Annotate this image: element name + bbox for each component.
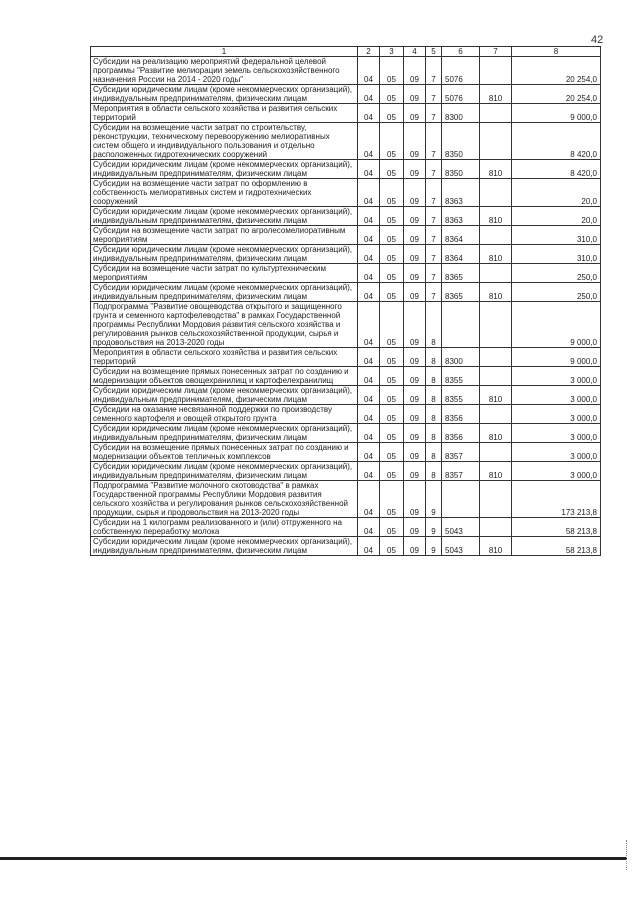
- row-code-program: 09: [404, 207, 426, 226]
- row-code-expense-type: [480, 264, 512, 283]
- row-description: Субсидии на возмещение прямых понесенных затрат по созданию и модернизации объектов овощехранилищ и картофелехранилищ: [91, 367, 358, 386]
- row-code-program: 09: [404, 57, 426, 85]
- row-code-direction: 8356: [442, 424, 480, 443]
- row-code-subprogram: 7: [426, 160, 442, 179]
- row-code-section: 04: [358, 226, 380, 245]
- row-code-section: 04: [358, 348, 380, 367]
- row-code-expense-type: 810: [480, 424, 512, 443]
- row-code-subsection: 05: [380, 537, 404, 556]
- header-cell: 2: [358, 47, 380, 57]
- table-row: [91, 104, 601, 123]
- row-code-expense-type: [480, 226, 512, 245]
- header-cell: 5: [426, 47, 442, 57]
- row-code-expense-type: 810: [480, 283, 512, 302]
- row-code-expense-type: [480, 302, 512, 348]
- row-description: Мероприятия в области сельского хозяйства и развития сельских территорий: [91, 104, 358, 123]
- row-code-subprogram: 7: [426, 57, 442, 85]
- row-code-direction: 5076: [442, 57, 480, 85]
- row-code-program: 09: [404, 367, 426, 386]
- row-description: Субсидии на реализацию мероприятий федеральной целевой программы "Развитие мелиорации земель сельскохозяйственного назначения России на 2014 - 2020 годы": [91, 57, 358, 85]
- table-row: [91, 245, 601, 264]
- row-code-direction: 8350: [442, 160, 480, 179]
- row-code-section: 04: [358, 537, 380, 556]
- row-code-subprogram: 7: [426, 123, 442, 160]
- table-row: [91, 348, 601, 367]
- row-code-direction: 5076: [442, 85, 480, 104]
- table-row: [91, 57, 601, 85]
- row-code-section: 04: [358, 179, 380, 207]
- table-row: [91, 302, 601, 348]
- row-code-expense-type: [480, 367, 512, 386]
- row-description: Субсидии на оказание несвязанной поддержки по производству семенного картофеля и овощей открытого грунта: [91, 405, 358, 424]
- row-amount: 3 000,0: [512, 405, 601, 424]
- header-cell: 7: [480, 47, 512, 57]
- header-cell: 4: [404, 47, 426, 57]
- row-code-program: 09: [404, 264, 426, 283]
- row-code-section: 04: [358, 207, 380, 226]
- row-code-section: 04: [358, 123, 380, 160]
- table-row: [91, 283, 601, 302]
- row-code-program: 09: [404, 123, 426, 160]
- row-code-subprogram: 9: [426, 537, 442, 556]
- row-code-direction: 8363: [442, 207, 480, 226]
- row-code-direction: [442, 302, 480, 348]
- row-code-direction: 5043: [442, 518, 480, 537]
- row-code-expense-type: 810: [480, 537, 512, 556]
- header-cell: 6: [442, 47, 480, 57]
- row-code-section: 04: [358, 443, 380, 462]
- row-code-subsection: 05: [380, 443, 404, 462]
- row-description: Субсидии юридическим лицам (кроме некоммерческих организаций), индивидуальным предпринимателям, физическим лицам: [91, 160, 358, 179]
- row-code-expense-type: [480, 348, 512, 367]
- row-code-direction: 8365: [442, 264, 480, 283]
- row-code-expense-type: [480, 57, 512, 85]
- row-description: Субсидии юридическим лицам (кроме некоммерческих организаций), индивидуальным предпринимателям, физическим лицам: [91, 85, 358, 104]
- row-code-subsection: 05: [380, 481, 404, 518]
- table-row: [91, 518, 601, 537]
- row-code-subsection: 05: [380, 518, 404, 537]
- row-code-subsection: 05: [380, 302, 404, 348]
- row-code-subsection: 05: [380, 245, 404, 264]
- row-code-subprogram: 7: [426, 85, 442, 104]
- row-code-section: 04: [358, 424, 380, 443]
- bottom-rule: [0, 857, 627, 860]
- row-amount: 3 000,0: [512, 367, 601, 386]
- row-code-direction: 8356: [442, 405, 480, 424]
- table-row: [91, 424, 601, 443]
- row-code-program: 09: [404, 518, 426, 537]
- row-code-direction: 8364: [442, 245, 480, 264]
- row-code-program: 09: [404, 386, 426, 405]
- row-code-program: 09: [404, 424, 426, 443]
- row-description: Мероприятия в области сельского хозяйства и развития сельских территорий: [91, 348, 358, 367]
- row-code-expense-type: 810: [480, 245, 512, 264]
- row-amount: 20,0: [512, 179, 601, 207]
- row-amount: 20 254,0: [512, 85, 601, 104]
- row-code-program: 09: [404, 283, 426, 302]
- row-code-program: 09: [404, 226, 426, 245]
- budget-table-wrapper: [90, 46, 601, 556]
- row-code-program: 09: [404, 405, 426, 424]
- row-code-program: 09: [404, 245, 426, 264]
- row-code-subsection: 05: [380, 104, 404, 123]
- row-amount: 310,0: [512, 245, 601, 264]
- row-code-direction: 8357: [442, 443, 480, 462]
- table-row: [91, 85, 601, 104]
- row-amount: 250,0: [512, 283, 601, 302]
- row-description: Субсидии на возмещение части затрат по культуртехническим мероприятиям: [91, 264, 358, 283]
- row-code-subsection: 05: [380, 424, 404, 443]
- row-code-subsection: 05: [380, 179, 404, 207]
- row-code-expense-type: 810: [480, 462, 512, 481]
- row-code-section: 04: [358, 283, 380, 302]
- row-amount: 250,0: [512, 264, 601, 283]
- row-code-subsection: 05: [380, 386, 404, 405]
- table-row: [91, 537, 601, 556]
- row-code-subsection: 05: [380, 207, 404, 226]
- row-code-subprogram: 8: [426, 443, 442, 462]
- table-row: [91, 367, 601, 386]
- row-amount: 3 000,0: [512, 424, 601, 443]
- row-code-expense-type: [480, 481, 512, 518]
- row-code-section: 04: [358, 85, 380, 104]
- row-code-program: 09: [404, 537, 426, 556]
- table-body: [91, 57, 601, 556]
- table-row: [91, 160, 601, 179]
- row-code-program: 09: [404, 160, 426, 179]
- row-code-expense-type: 810: [480, 207, 512, 226]
- row-code-section: 04: [358, 160, 380, 179]
- row-code-subprogram: 9: [426, 481, 442, 518]
- row-code-program: 09: [404, 348, 426, 367]
- row-code-expense-type: 810: [480, 160, 512, 179]
- row-code-subprogram: 7: [426, 226, 442, 245]
- row-code-expense-type: [480, 518, 512, 537]
- row-amount: 3 000,0: [512, 443, 601, 462]
- header-cell: 8: [512, 47, 601, 57]
- row-description: Субсидии юридическим лицам (кроме некоммерческих организаций), индивидуальным предпринимателям, физическим лицам: [91, 386, 358, 405]
- row-description: Субсидии юридическим лицам (кроме некоммерческих организаций), индивидуальным предпринимателям, физическим лицам: [91, 424, 358, 443]
- row-code-program: 09: [404, 481, 426, 518]
- row-amount: 9 000,0: [512, 104, 601, 123]
- row-code-subprogram: 8: [426, 424, 442, 443]
- row-description: Субсидии юридическим лицам (кроме некоммерческих организаций), индивидуальным предпринимателям, физическим лицам: [91, 207, 358, 226]
- row-code-subprogram: 9: [426, 518, 442, 537]
- row-description: Субсидии на возмещение части затрат по строительству, реконструкции, техническому перевооружению мелиоративных систем общего и индивидуального пользования и отдельно расположенных гидротехнических сооружений: [91, 123, 358, 160]
- row-description: Субсидии юридическим лицам (кроме некоммерческих организаций), индивидуальным предпринимателям, физическим лицам: [91, 283, 358, 302]
- row-description: Подпрограмма "Развитие молочного скотоводства" в рамках Государственной программы Республики Мордовия развития сельского хозяйства и регулирования рынков сельскохозяйственной продукции, сырья и продовольствия на 2013-2020 годы: [91, 481, 358, 518]
- row-code-section: 04: [358, 264, 380, 283]
- row-description: Субсидии юридическим лицам (кроме некоммерческих организаций), индивидуальным предпринимателям, физическим лицам: [91, 462, 358, 481]
- row-description: Подпрограмма "Развитие овощеводства открытого и защищенного грунта и семенного картофелеводства" в рамках Государственной программы Республики Мордовия развития сельского хозяйства и регулирования рынков сельскохозяйственной продукции, сырья и продовольствия на 2013-2020 годы: [91, 302, 358, 348]
- row-code-direction: 8365: [442, 283, 480, 302]
- row-code-subprogram: 8: [426, 386, 442, 405]
- row-amount: 8 420,0: [512, 123, 601, 160]
- row-description: Субсидии юридическим лицам (кроме некоммерческих организаций), индивидуальным предпринимателям, физическим лицам: [91, 245, 358, 264]
- row-code-subsection: 05: [380, 348, 404, 367]
- row-description: Субсидии юридическим лицам (кроме некоммерческих организаций), индивидуальным предпринимателям, физическим лицам: [91, 537, 358, 556]
- table-row: [91, 123, 601, 160]
- row-amount: 173 213,8: [512, 481, 601, 518]
- row-code-section: 04: [358, 302, 380, 348]
- row-code-section: 04: [358, 57, 380, 85]
- row-amount: 58 213,8: [512, 537, 601, 556]
- row-code-subprogram: 8: [426, 302, 442, 348]
- header-cell: 1: [91, 47, 358, 57]
- table-row: [91, 481, 601, 518]
- row-code-section: 04: [358, 462, 380, 481]
- row-code-direction: 5043: [442, 537, 480, 556]
- row-amount: 20 254,0: [512, 57, 601, 85]
- row-code-section: 04: [358, 386, 380, 405]
- budget-table: [90, 46, 601, 556]
- row-code-direction: 8350: [442, 123, 480, 160]
- row-code-subsection: 05: [380, 367, 404, 386]
- row-code-subprogram: 7: [426, 283, 442, 302]
- row-code-subsection: 05: [380, 462, 404, 481]
- row-code-expense-type: [480, 104, 512, 123]
- row-code-subprogram: 7: [426, 104, 442, 123]
- table-row: [91, 179, 601, 207]
- edge-mark: [626, 840, 628, 870]
- row-code-section: 04: [358, 481, 380, 518]
- row-amount: 310,0: [512, 226, 601, 245]
- row-description: Субсидии на 1 килограмм реализованного и (или) отгруженного на собственную переработку молока: [91, 518, 358, 537]
- row-code-subsection: 05: [380, 85, 404, 104]
- row-code-expense-type: [480, 405, 512, 424]
- row-code-expense-type: 810: [480, 85, 512, 104]
- row-code-program: 09: [404, 85, 426, 104]
- row-code-direction: 8364: [442, 226, 480, 245]
- table-row: [91, 226, 601, 245]
- row-description: Субсидии на возмещение части затрат по агролесомелиоративным мероприятиям: [91, 226, 358, 245]
- row-code-subsection: 05: [380, 283, 404, 302]
- table-row: [91, 462, 601, 481]
- row-amount: 20,0: [512, 207, 601, 226]
- row-code-subprogram: 8: [426, 462, 442, 481]
- row-code-expense-type: 810: [480, 386, 512, 405]
- row-code-program: 09: [404, 302, 426, 348]
- row-code-subsection: 05: [380, 226, 404, 245]
- row-code-program: 09: [404, 443, 426, 462]
- row-code-subsection: 05: [380, 264, 404, 283]
- row-amount: 58 213,8: [512, 518, 601, 537]
- row-code-expense-type: [480, 443, 512, 462]
- table-row: [91, 207, 601, 226]
- row-code-subprogram: 7: [426, 179, 442, 207]
- row-code-direction: 8300: [442, 348, 480, 367]
- table-row: [91, 405, 601, 424]
- row-code-section: 04: [358, 104, 380, 123]
- header-row: [91, 47, 601, 57]
- row-code-subprogram: 8: [426, 367, 442, 386]
- row-code-direction: 8355: [442, 367, 480, 386]
- row-code-direction: 8300: [442, 104, 480, 123]
- table-row: [91, 264, 601, 283]
- row-code-subsection: 05: [380, 405, 404, 424]
- row-code-direction: 8363: [442, 179, 480, 207]
- table-row: [91, 386, 601, 405]
- row-code-subsection: 05: [380, 57, 404, 85]
- row-amount: 3 000,0: [512, 386, 601, 405]
- row-code-expense-type: [480, 123, 512, 160]
- row-code-section: 04: [358, 367, 380, 386]
- row-code-expense-type: [480, 179, 512, 207]
- row-code-direction: 8357: [442, 462, 480, 481]
- row-code-subprogram: 7: [426, 245, 442, 264]
- row-description: Субсидии на возмещение прямых понесенных затрат по созданию и модернизации объектов тепличных комплексов: [91, 443, 358, 462]
- row-amount: 8 420,0: [512, 160, 601, 179]
- row-code-subsection: 05: [380, 123, 404, 160]
- row-code-program: 09: [404, 179, 426, 207]
- row-code-section: 04: [358, 405, 380, 424]
- row-code-subprogram: 7: [426, 207, 442, 226]
- row-code-direction: [442, 481, 480, 518]
- row-code-program: 09: [404, 462, 426, 481]
- row-code-program: 09: [404, 104, 426, 123]
- page-number: 42: [591, 34, 604, 46]
- row-amount: 9 000,0: [512, 348, 601, 367]
- header-cell: 3: [380, 47, 404, 57]
- row-code-section: 04: [358, 518, 380, 537]
- row-code-subsection: 05: [380, 160, 404, 179]
- row-amount: 9 000,0: [512, 302, 601, 348]
- row-code-subprogram: 8: [426, 405, 442, 424]
- row-amount: 3 000,0: [512, 462, 601, 481]
- row-code-subprogram: 8: [426, 348, 442, 367]
- row-code-section: 04: [358, 245, 380, 264]
- table-row: [91, 443, 601, 462]
- row-description: Субсидии на возмещение части затрат по оформлению в собственность мелиоративных систем и гидротехнических сооружений: [91, 179, 358, 207]
- row-code-subprogram: 7: [426, 264, 442, 283]
- row-code-direction: 8355: [442, 386, 480, 405]
